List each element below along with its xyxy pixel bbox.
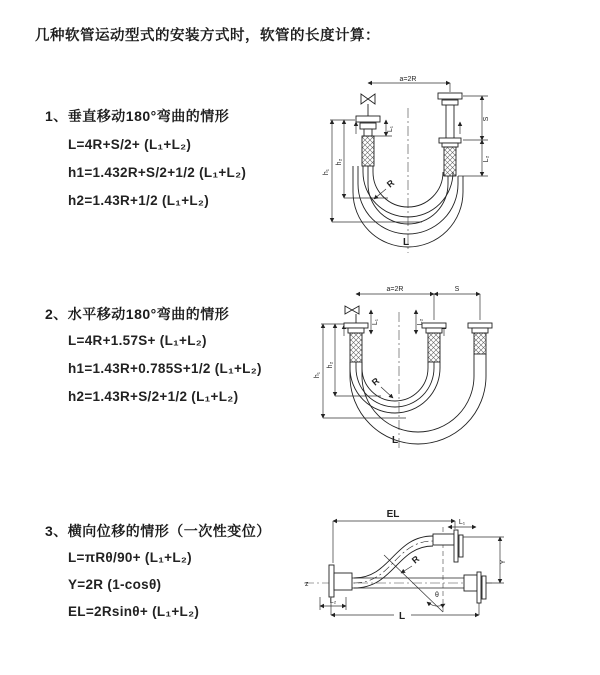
length-label-l: L — [391, 435, 399, 446]
dim-label-a2r: a=2R — [399, 76, 417, 83]
angle-label-theta: θ — [435, 592, 439, 599]
right-flange — [464, 572, 486, 603]
dim-label-s: S — [454, 286, 460, 293]
section-3-formula-l: L=πRθ/90+ (L₁+L₂) — [68, 550, 192, 565]
section-2-formula-h1: h1=1.43R+0.785S+1/2 (L₁+L₂) — [68, 361, 262, 376]
dimension-lines — [320, 521, 504, 615]
valve-icon — [361, 94, 375, 116]
diagram-lateral-displacement — [296, 503, 588, 653]
dim-label-l2: L₂ — [417, 318, 424, 326]
upper-flange — [433, 530, 463, 562]
radius-label-r: R — [369, 375, 382, 388]
valve-icon — [345, 306, 359, 323]
dim-label-h1: h₁ — [323, 168, 330, 176]
left-flange — [329, 565, 352, 597]
middle-pipe-fitting — [422, 323, 446, 362]
section-3-formula-y: Y=2R (1-cosθ) — [68, 577, 162, 592]
dim-label-l2: L₂ — [483, 155, 490, 163]
diagram-horizontal-180-bend — [311, 280, 563, 460]
right-pipe-fitting — [468, 323, 492, 354]
right-pipe-fitting — [438, 93, 462, 176]
dim-label-l1: L₁ — [458, 519, 466, 526]
dim-label-l1: L₁ — [387, 125, 394, 133]
section-1-formula-h2: h2=1.43R+1/2 (L₁+L₂) — [68, 193, 210, 208]
page-title: 几种软管运动型式的安装方式时，软管的长度计算： — [35, 28, 380, 44]
dim-label-h2: h₂ — [327, 361, 334, 369]
dim-label-l1: L₁ — [372, 318, 379, 326]
section-1-formula-l: L=4R+S/2+ (L₁+L₂) — [68, 137, 192, 152]
dim-label-s: S — [483, 116, 490, 122]
radius-label-r: R — [384, 177, 397, 190]
dim-label-el: EL — [386, 509, 400, 520]
section-2-formula-h2: h2=1.43R+S/2+1/2 (L₁+L₂) — [68, 389, 239, 404]
hose-arcs — [350, 354, 486, 444]
left-pipe-fitting — [356, 116, 380, 166]
displaced-hose-curve — [354, 536, 433, 588]
left-pipe-fitting — [344, 323, 368, 362]
section-1-formula-h1: h1=1.432R+S/2+1/2 (L₁+L₂) — [68, 165, 247, 180]
section-2-formula-l: L=4R+1.57S+ (L₁+L₂) — [68, 333, 207, 348]
section-2-heading: 2、水平移动180°弯曲的情形 — [45, 306, 230, 322]
diagram-vertical-180-bend — [310, 70, 538, 262]
radius-label-r: R — [409, 553, 422, 566]
dim-label-l2: L₂ — [329, 598, 337, 605]
section-3-heading: 3、横向位移的情形（一次性变位） — [45, 523, 271, 539]
dim-label-h2: h₂ — [336, 158, 343, 166]
length-label-l: L — [398, 611, 406, 622]
dim-label-h1: h₁ — [314, 371, 321, 379]
section-3-formula-el: EL=2Rsinθ+ (L₁+L₂) — [68, 604, 200, 619]
dim-label-y: Y — [500, 559, 507, 565]
section-1-heading: 1、垂直移动180°弯曲的情形 — [45, 108, 230, 124]
dim-label-a2r: a=2R — [386, 286, 404, 293]
centerline-mark-z: z — [305, 581, 309, 588]
length-label-l: L — [402, 237, 410, 248]
